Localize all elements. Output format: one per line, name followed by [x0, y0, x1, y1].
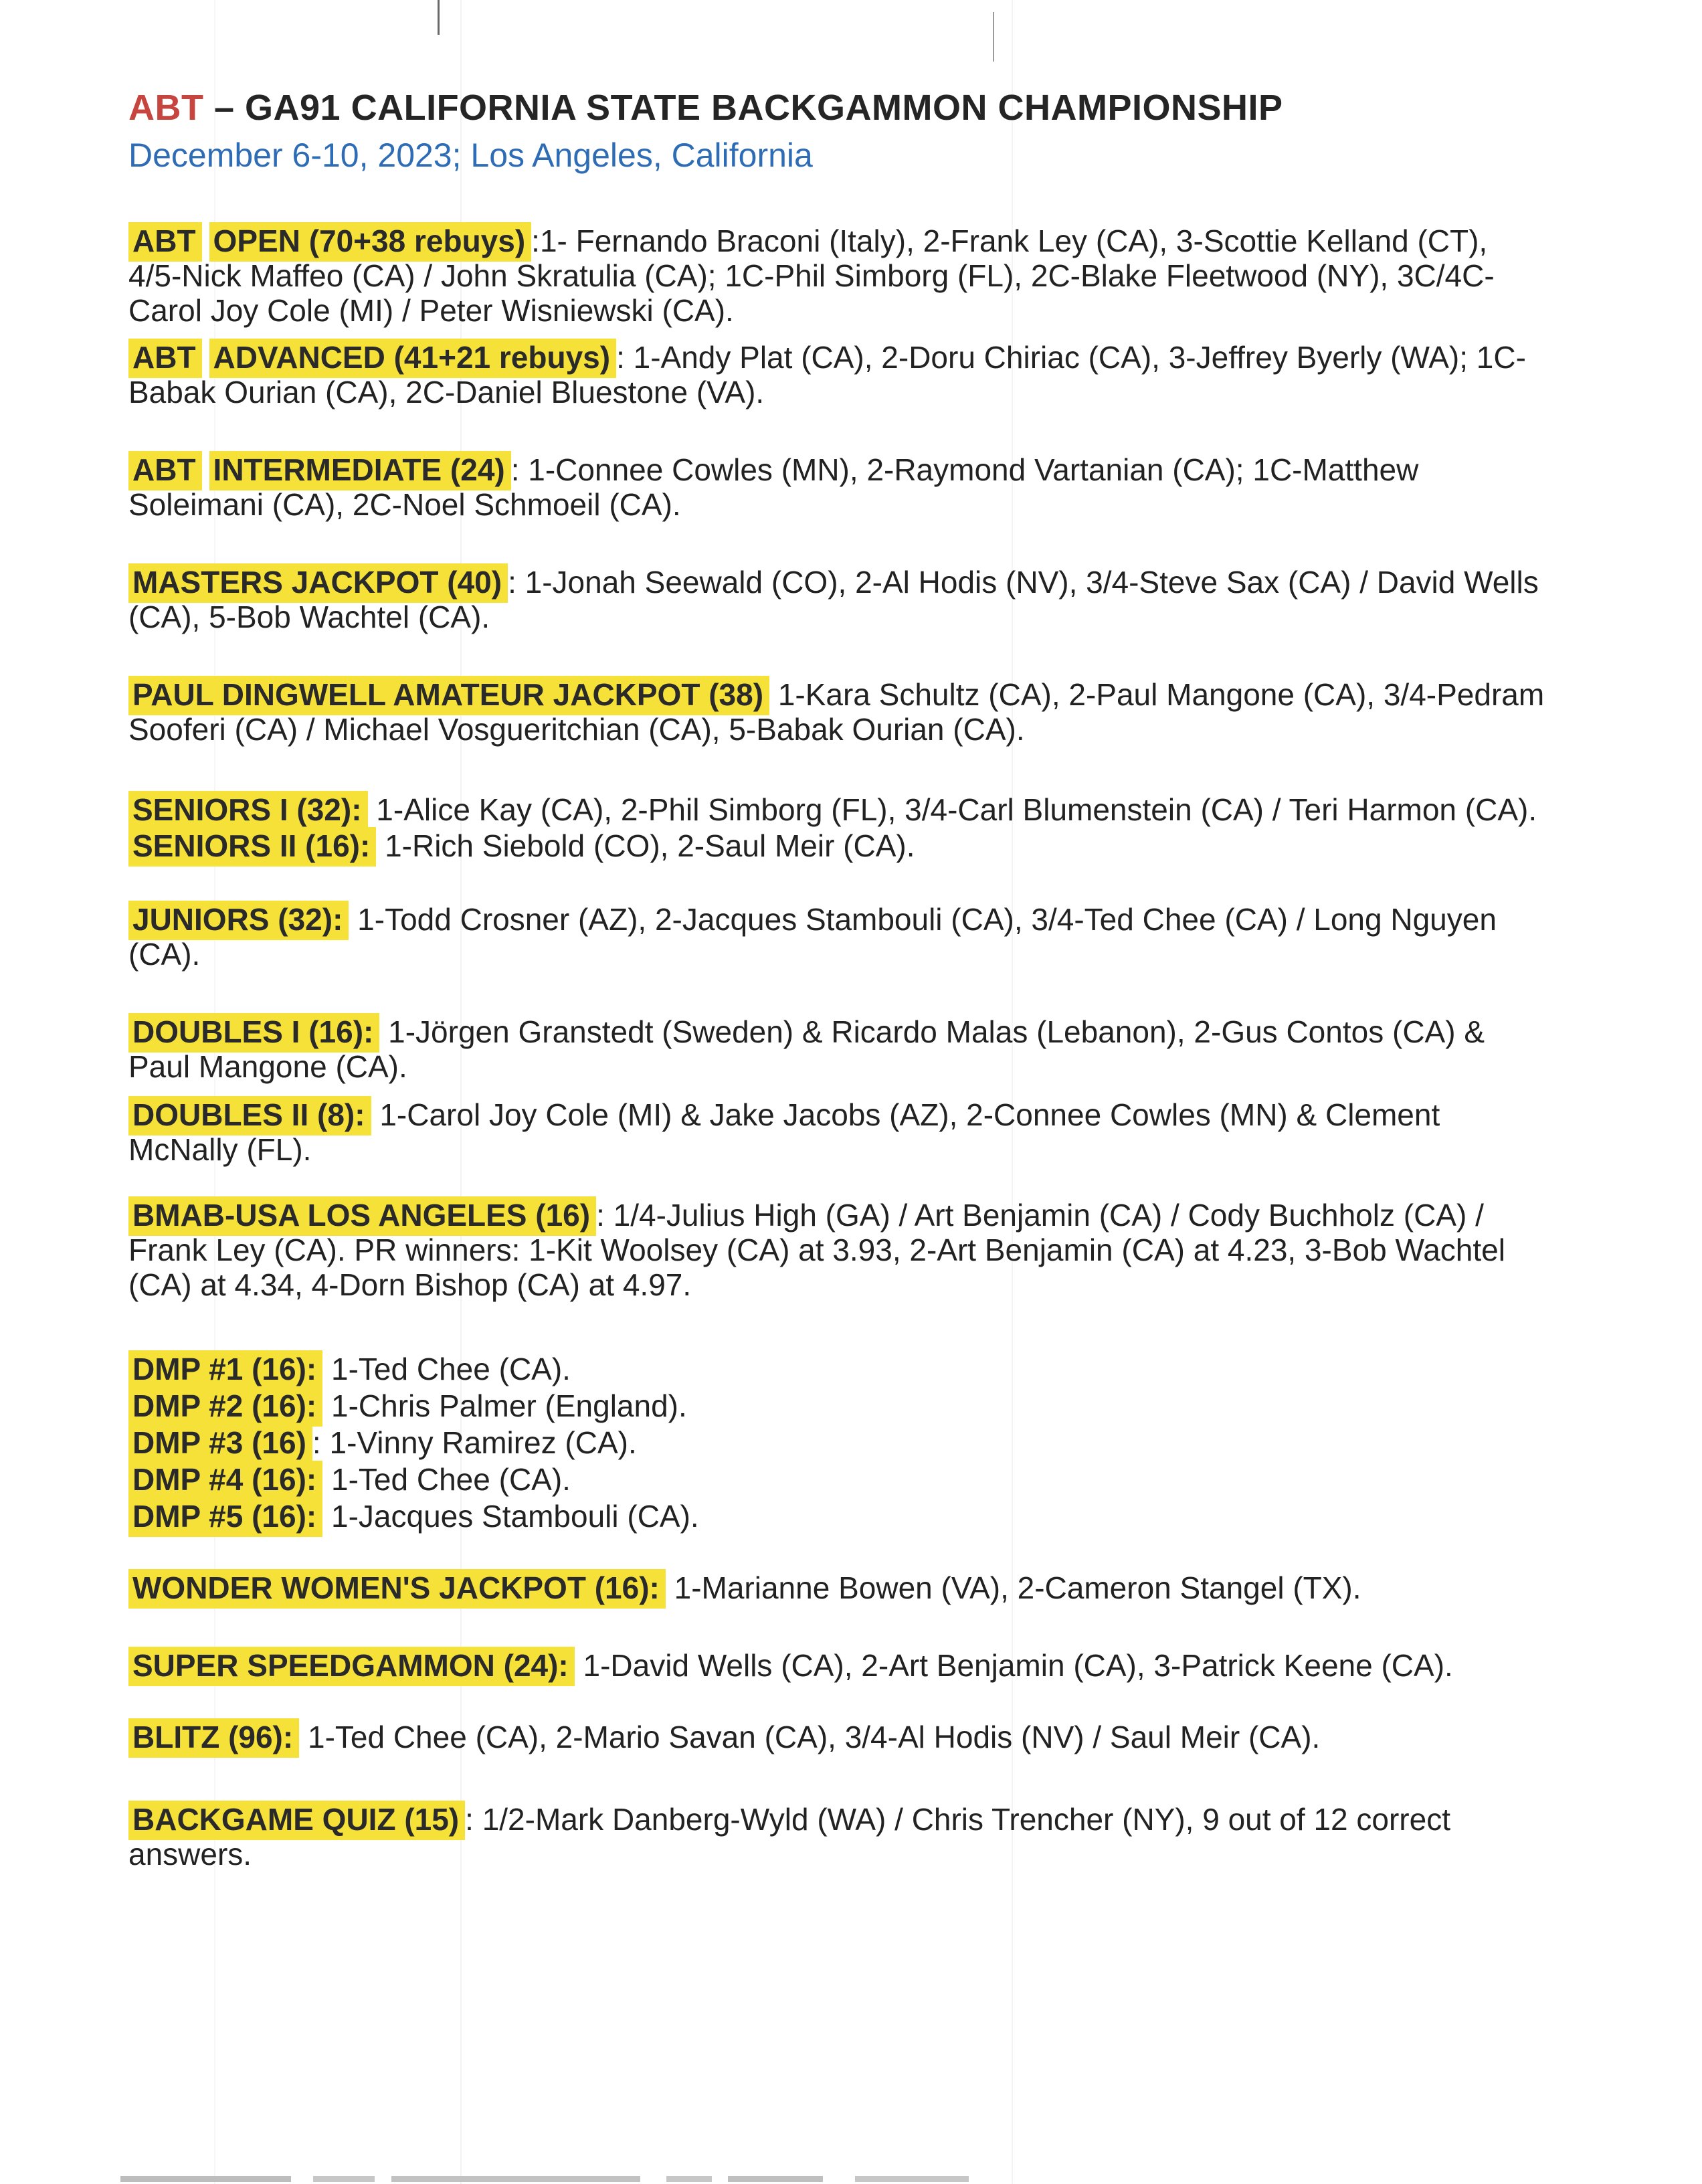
result-section-abt-advanced — [128, 340, 1547, 410]
section-header-highlight: DMP #3 (16) — [128, 1424, 312, 1463]
section-header-highlight: SENIORS II (16): — [128, 827, 376, 867]
section-header-highlight: OPEN (70+38 rebuys) — [209, 222, 532, 262]
section-separator — [769, 677, 778, 712]
section-results-text: 1-Ted Chee (CA). — [331, 1352, 571, 1386]
section-results-text: 1-Jonah Seewald (CO), 2-Al Hodis (NV), 3/4-Steve Sax (CA) / David Wells (CA), 5-Bob Wachtel (CA). — [128, 565, 1547, 634]
section-header-highlight: DMP #5 (16): — [128, 1497, 322, 1537]
section-separator: : — [312, 1425, 330, 1460]
section-results-text: 1- Fernando Braconi (Italy), 2-Frank Ley (CA), 3-Scottie Kelland (CT), 4/5-Nick Maffeo (CA) / John Skratulia (CA); 1C-Phil Simborg (FL), 2C-Blake Fleetwood (NY), 3C/4C-Carol Joy Cole (MI) / Peter Wisniewski (CA). — [128, 223, 1496, 328]
section-results-text: 1-Ted Chee (CA), 2-Mario Savan (CA), 3/4-Al Hodis (NV) / Saul Meir (CA). — [307, 1720, 1321, 1754]
section-separator — [666, 1570, 674, 1605]
section-header-highlight: BACKGAME QUIZ (15) — [128, 1801, 465, 1840]
scan-bottom-artifact — [313, 2176, 375, 2182]
section-header-highlight: ABT — [128, 339, 202, 378]
section-results-text: 1-Rich Siebold (CO), 2-Saul Meir (CA). — [385, 828, 915, 863]
result-section-wonder-womens-jackpot — [128, 1570, 1547, 1605]
section-results-text: 1-Vinny Ramirez (CA). — [329, 1425, 637, 1460]
result-section-blitz — [128, 1720, 1547, 1754]
title-abt-text: ABT — [128, 88, 204, 128]
section-header-highlight: SENIORS I (32): — [128, 791, 368, 830]
section-separator: : — [508, 565, 525, 600]
section-results-text: 1-David Wells (CA), 2-Art Benjamin (CA), 3-Patrick Keene (CA). — [583, 1648, 1453, 1683]
result-section-masters-jackpot — [128, 565, 1547, 634]
section-results-text: 1-Ted Chee (CA). — [331, 1462, 571, 1497]
result-section-abt-intermediate — [128, 452, 1547, 522]
section-separator: : — [510, 452, 529, 487]
scan-bottom-artifact — [728, 2176, 823, 2182]
result-section-seniors-2 — [128, 828, 1547, 863]
section-header-highlight: SUPER SPEEDGAMMON (24): — [128, 1647, 575, 1686]
document-content — [128, 86, 1553, 1872]
result-section-seniors-1 — [128, 792, 1547, 827]
section-header-highlight: ABT — [128, 451, 202, 490]
section-header-highlight: DMP #1 (16): — [128, 1350, 322, 1390]
section-header-highlight: ABT — [128, 222, 202, 262]
result-section-dmp-4 — [128, 1462, 1547, 1497]
section-results-text: 1/2-Mark Danberg-Wyld (WA) / Chris Trencher (NY), 9 out of 12 correct answers. — [128, 1802, 1459, 1872]
result-section-dmp-1 — [128, 1352, 1547, 1386]
scan-bottom-artifact — [666, 2176, 712, 2182]
scan-bottom-artifact — [855, 2176, 969, 2182]
event-date-location: December 6-10, 2023; Los Angeles, California — [128, 136, 813, 174]
section-results-text: 1-Jacques Stambouli (CA). — [331, 1499, 699, 1534]
section-separator: : — [616, 340, 634, 375]
section-separator — [575, 1648, 583, 1683]
section-results-text: 1-Alice Kay (CA), 2-Phil Simborg (FL), 3/4-Carl Blumenstein (CA) / Teri Harmon (CA). — [376, 792, 1537, 827]
section-separator — [368, 792, 377, 827]
section-separator — [376, 828, 385, 863]
scan-bottom-artifact — [120, 2176, 291, 2182]
section-separator — [371, 1097, 380, 1132]
section-results-text: 1-Todd Crosner (AZ), 2-Jacques Stambouli (CA), 3/4-Ted Chee (CA) / Long Nguyen (CA). — [128, 902, 1505, 972]
section-header-highlight: INTERMEDIATE (24) — [209, 451, 511, 490]
section-results-text: 1-Carol Joy Cole (MI) & Jake Jacobs (AZ), 2-Connee Cowles (MN) & Clement McNally (FL). — [128, 1097, 1449, 1167]
section-separator: : — [465, 1802, 482, 1837]
result-section-paul-dingwell-jackpot — [128, 677, 1553, 747]
result-section-super-speedgammon — [128, 1648, 1547, 1683]
section-header-highlight: PAUL DINGWELL AMATEUR JACKPOT (38) — [128, 676, 769, 715]
scan-bottom-artifact — [391, 2176, 640, 2182]
section-separator — [322, 1352, 331, 1386]
page-title — [128, 86, 1547, 130]
section-header-highlight: DMP #2 (16): — [128, 1387, 322, 1427]
result-section-doubles-1 — [128, 1014, 1547, 1084]
section-header-highlight: DOUBLES I (16): — [128, 1013, 379, 1053]
section-header-highlight: DMP #4 (16): — [128, 1461, 322, 1500]
section-header-highlight: BMAB-USA LOS ANGELES (16) — [128, 1196, 596, 1236]
result-section-dmp-3 — [128, 1425, 1547, 1460]
result-section-juniors — [128, 902, 1547, 972]
section-separator — [322, 1388, 331, 1423]
section-separator — [379, 1014, 388, 1049]
result-section-abt-open — [128, 223, 1547, 328]
title-rest-text: – GA91 CALIFORNIA STATE BACKGAMMON CHAMPIONSHIP — [203, 88, 1283, 128]
section-header-highlight: DOUBLES II (8): — [128, 1096, 371, 1135]
section-separator — [349, 902, 357, 937]
section-header-highlight: BLITZ (96): — [128, 1718, 299, 1758]
section-header-highlight: WONDER WOMEN'S JACKPOT (16): — [128, 1569, 666, 1609]
scan-edge-mark — [993, 12, 994, 62]
section-separator — [322, 1462, 331, 1497]
result-section-dmp-2 — [128, 1388, 1547, 1423]
section-results-text: 1-Marianne Bowen (VA), 2-Cameron Stangel (TX). — [674, 1570, 1361, 1605]
section-header-highlight: MASTERS JACKPOT (40) — [128, 563, 508, 603]
section-results-text: 1-Chris Palmer (England). — [331, 1388, 687, 1423]
section-separator: : — [596, 1198, 613, 1233]
section-header-highlight: ADVANCED (41+21 rebuys) — [209, 339, 617, 378]
section-results-text: 1-Connee Cowles (MN), 2-Raymond Vartanian (CA); 1C-Matthew Soleimani (CA), 2C-Noel Schmoeil (CA). — [128, 452, 1428, 522]
result-section-bmab-usa — [128, 1198, 1547, 1302]
result-section-doubles-2 — [128, 1097, 1547, 1167]
section-separator — [322, 1499, 331, 1534]
section-header-highlight: JUNIORS (32): — [128, 901, 349, 940]
section-separator: : — [531, 223, 540, 258]
section-separator — [299, 1720, 308, 1754]
scan-edge-mark — [438, 0, 440, 35]
result-section-dmp-5 — [128, 1499, 1547, 1534]
result-section-backgame-quiz — [128, 1802, 1547, 1872]
section-results-text: 1-Jörgen Granstedt (Sweden) & Ricardo Malas (Lebanon), 2-Gus Contos (CA) & Paul Mangone (CA). — [128, 1014, 1493, 1084]
section-results-text: 1/4-Julius High (GA) / Art Benjamin (CA) / Cody Buchholz (CA) / Frank Ley (CA). PR winners: 1-Kit Woolsey (CA) at 3.93, 2-Art Benjamin (CA) at 4.23, 3-Bob Wachtel (CA) at 4.34, 4-Dorn Bishop (CA) at 4.97. — [128, 1198, 1514, 1302]
section-results-text: 1-Andy Plat (CA), 2-Doru Chiriac (CA), 3-Jeffrey Byerly (WA); 1C-Babak Ourian (CA), 2C-Daniel Bluestone (VA). — [128, 340, 1526, 410]
section-results-text: 1-Kara Schultz (CA), 2-Paul Mangone (CA), 3/4-Pedram Sooferi (CA) / Michael Vosgueritchian (CA), 5-Babak Ourian (CA). — [128, 677, 1553, 747]
